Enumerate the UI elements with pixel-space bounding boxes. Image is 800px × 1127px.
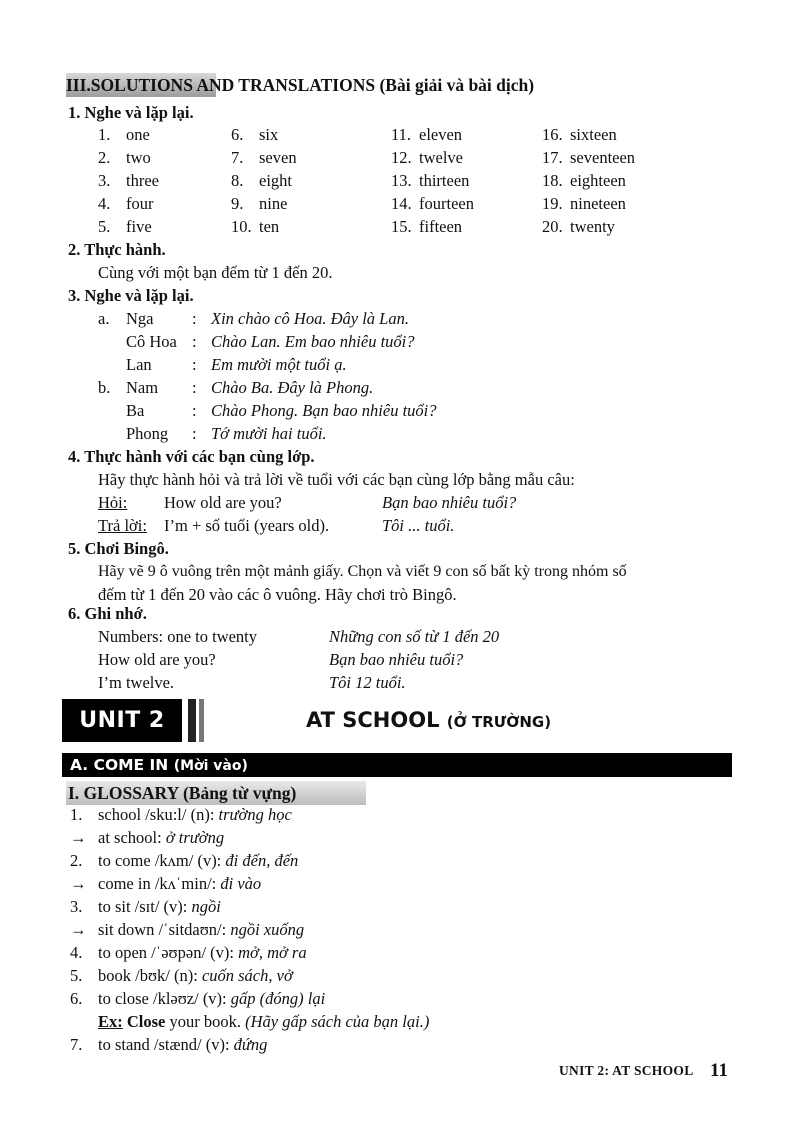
number-item: 12. twelve xyxy=(391,148,463,167)
question-en: How old are you? xyxy=(164,493,282,512)
footer-unit-label: UNIT 2: AT SCHOOL xyxy=(559,1063,694,1078)
number-item: 8. eight xyxy=(231,171,292,190)
number-item: 15. fifteen xyxy=(391,217,463,236)
dialog-line: Chào Phong. Bạn bao nhiêu tuổi? xyxy=(211,401,437,420)
number-item: 2. two xyxy=(98,148,151,167)
dialog-speaker: Phong xyxy=(126,424,169,443)
exercise-2-heading: 2. Thực hành. xyxy=(68,240,166,259)
glossary-item: to stand /stænd/ (v): đứng xyxy=(98,1035,268,1054)
glossary-marker: 3. xyxy=(70,897,83,916)
glossary-item: sit down /ˈsitdaʊn/: ngồi xuống xyxy=(98,920,305,939)
unit-banner xyxy=(62,699,204,742)
glossary-example: Ex: Close your book. (Hãy gấp sách của bạn lại.) xyxy=(98,1012,430,1031)
dialog-colon: : xyxy=(192,401,197,420)
section-title: III.SOLUTIONS AND TRANSLATIONS (Bài giải và bài dịch) xyxy=(66,75,535,95)
unit-label: UNIT 2 xyxy=(62,699,182,742)
glossary-item: come in /kʌˈmin/: đi vào xyxy=(98,874,262,893)
answer-label: Trả lời: xyxy=(98,516,147,535)
number-item: 20. twenty xyxy=(542,217,615,236)
exercise-3-heading: 3. Nghe và lặp lại. xyxy=(68,286,194,305)
number-item: 11. eleven xyxy=(391,125,463,144)
exercise-1-heading: 1. Nghe và lặp lại. xyxy=(68,103,194,122)
glossary-marker: 6. xyxy=(70,989,83,1008)
exercise-6-heading: 6. Ghi nhớ. xyxy=(68,604,147,623)
dialog-line: Tớ mười hai tuổi. xyxy=(211,424,327,443)
glossary-marker: 5. xyxy=(70,966,83,985)
dialog-line: Chào Ba. Đây là Phong. xyxy=(211,378,374,397)
number-item: 1. one xyxy=(98,125,150,144)
dialog-colon: : xyxy=(192,332,197,351)
glossary-item: to open /ˈəʊpən/ (v): mở, mở ra xyxy=(98,943,307,962)
question-vi: Bạn bao nhiêu tuổi? xyxy=(382,493,517,512)
unit-title: AT SCHOOL (Ở TRƯỜNG) xyxy=(306,708,552,732)
dialog-speaker: Lan xyxy=(126,355,152,374)
banner-stripe xyxy=(188,699,196,742)
dialog-colon: : xyxy=(192,378,197,397)
banner-stripe xyxy=(199,699,204,742)
number-item: 5. five xyxy=(98,217,152,236)
memo-en: I’m twelve. xyxy=(98,673,175,692)
number-item: 4. four xyxy=(98,194,154,213)
number-item: 6. six xyxy=(231,125,279,144)
glossary-item: to close /kləʊz/ (v): gấp (đóng) lại xyxy=(98,989,326,1008)
answer-en: I’m + số tuổi (years old). xyxy=(164,516,330,535)
number-item: 14. fourteen xyxy=(391,194,474,213)
number-item: 17. seventeen xyxy=(542,148,636,167)
glossary-marker: 1. xyxy=(70,805,83,824)
dialog-speaker: Cô Hoa xyxy=(126,332,177,351)
dialog-line: Chào Lan. Em bao nhiêu tuổi? xyxy=(211,332,415,351)
number-item: 19. nineteen xyxy=(542,194,626,213)
memo-en: Numbers: one to twenty xyxy=(98,627,258,646)
question-label: Hỏi: xyxy=(98,493,128,512)
dialog-speaker: Ba xyxy=(126,401,145,420)
dialog-line: Xin chào cô Hoa. Đây là Lan. xyxy=(211,309,409,328)
memo-en: How old are you? xyxy=(98,650,216,669)
glossary-heading: I. GLOSSARY (Bảng từ vựng) xyxy=(68,783,297,803)
dialog-speaker: Nga xyxy=(126,309,154,328)
dialog-speaker: Nam xyxy=(126,378,159,397)
dialog-colon: : xyxy=(192,424,197,443)
exercise-5-text-1: Hãy vẽ 9 ô vuông trên một mảnh giấy. Chọn và viết 9 con số bất kỳ trong nhóm số xyxy=(98,563,627,580)
number-item: 16. sixteen xyxy=(542,125,617,144)
number-item: 13. thirteen xyxy=(391,171,470,190)
glossary-marker: 2. xyxy=(70,851,83,870)
glossary-marker: 7. xyxy=(70,1035,83,1054)
exercise-5-heading: 5. Chơi Bingô. xyxy=(68,539,169,558)
dialog-colon: : xyxy=(192,309,197,328)
dialog-label: b. xyxy=(98,378,111,397)
number-item: 7. seven xyxy=(231,148,297,167)
number-item: 18. eighteen xyxy=(542,171,626,190)
arrow-icon: → xyxy=(70,874,87,893)
arrow-icon: → xyxy=(70,920,87,939)
exercise-2-text: Cùng với một bạn đếm từ 1 đến 20. xyxy=(98,263,333,282)
exercise-5-text-2: đếm từ 1 đến 20 vào các ô vuông. Hãy chơi trò Bingô. xyxy=(98,585,457,604)
number-item: 9. nine xyxy=(231,194,288,213)
glossary-item: school /sku:l/ (n): trường học xyxy=(98,805,292,824)
glossary-item: book /bʊk/ (n): cuốn sách, vở xyxy=(98,966,293,985)
part-a-heading: A. COME IN (Mời vào) xyxy=(62,753,732,777)
exercise-4-text: Hãy thực hành hỏi và trả lời về tuổi với các bạn cùng lớp bằng mẫu câu: xyxy=(98,470,575,489)
number-item: 3. three xyxy=(98,171,159,190)
number-item: 10. ten xyxy=(231,217,280,236)
dialog-line: Em mười một tuổi ạ. xyxy=(211,355,347,374)
glossary-item: to sit /sɪt/ (v): ngồi xyxy=(98,897,221,916)
memo-vi: Những con số từ 1 đến 20 xyxy=(329,627,500,646)
glossary-item: to come /kʌm/ (v): đi đến, đến xyxy=(98,851,299,870)
dialog-label: a. xyxy=(98,309,110,328)
glossary-marker: 4. xyxy=(70,943,83,962)
glossary-item: at school: ở trường xyxy=(98,828,225,847)
exercise-4-heading: 4. Thực hành với các bạn cùng lớp. xyxy=(68,447,315,466)
dialog-colon: : xyxy=(192,355,197,374)
answer-vi: Tôi ... tuổi. xyxy=(382,516,455,535)
arrow-icon: → xyxy=(70,828,87,847)
memo-vi: Bạn bao nhiêu tuổi? xyxy=(329,650,464,669)
memo-vi: Tôi 12 tuổi. xyxy=(329,673,406,692)
page-number: 11 xyxy=(710,1060,728,1081)
